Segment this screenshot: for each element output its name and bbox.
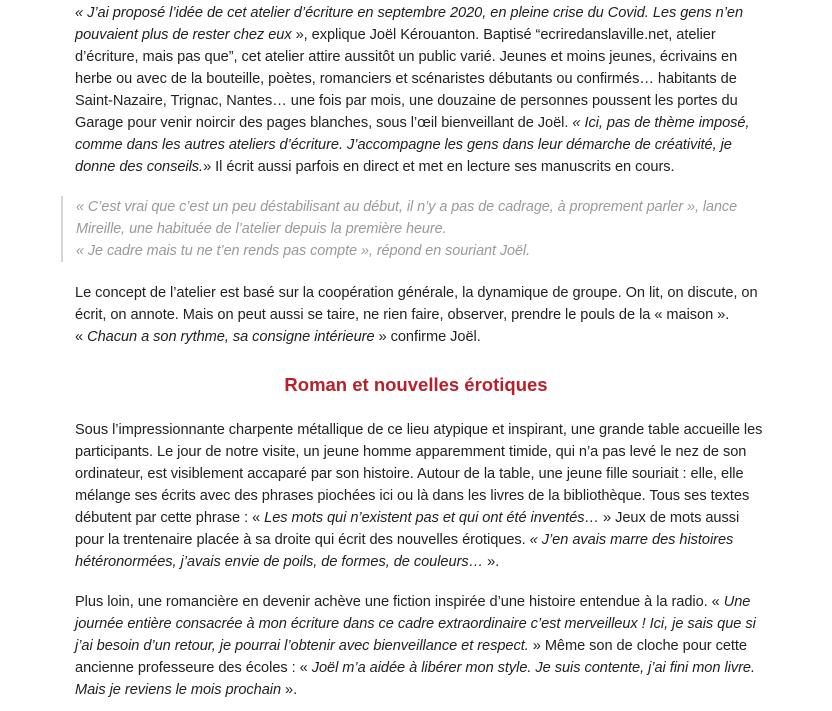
section-heading: Roman et nouvelles érotiques — [284, 374, 548, 395]
blockquote — [61, 196, 776, 262]
quote-teacher: Joël m’a aidée à libérer mon style. Je suis contente, j’ai fini mon livre. Mais je reviens le mois prochain — [75, 660, 755, 698]
paragraph-text: » Jeux de mots aussi pour la trentenaire placée à sa droite qui écrit des nouvelles érotiques. — [75, 510, 740, 548]
quote-trentenaire: « J’en avais marre des histoires hétéronormées, j’avais envie de poils, de formes, de couleurs… — [75, 532, 734, 570]
paragraph-text: « — [75, 329, 88, 345]
quote-joel-3: Chacun a son rythme, sa consigne intérieure — [87, 329, 375, 345]
quote-joel-reply: « Je cadre mais tu ne t’en rends pas compte », répond en souriant Joël. — [76, 243, 531, 259]
paragraph-text: Plus loin, une romancière en devenir achève une fiction inspirée d’une histoire entendue à la radio. « — [75, 594, 724, 610]
paragraph-novelist — [75, 591, 770, 701]
quote-joel-1: « J’ai proposé l’idée de cet atelier d’écriture en septembre 2020, en pleine crise du Covid. Les gens n’en pouvaient plus de rester chez eux — [75, 5, 744, 43]
paragraph-text: Sous l’impressionnante charpente métallique de ce lieu atypique et inspirant, une grande table accueille les participants. Le jour de notre visite, un jeune homme apparemment timide, qui n’a pas levé le nez de son ordinateur, est visiblement accaparé par son histoire. Autour de la table, une jeune fille souriait : elle, elle mélange ses écrits avec des phrases piochées ici ou là dans les livres de la bibliothèque. Tous ses textes débutent par cette phrase : « — [75, 422, 763, 526]
paragraph-text: » confirme Joël. — [374, 329, 481, 345]
paragraph-text: ». — [281, 682, 298, 698]
paragraph-text: », explique Joël Kérouanton. Baptisé “ecriredanslaville.net, atelier d’écriture, mais pas que”, cet atelier attire aussitôt un public varié. Jeunes et moins jeunes, écrivains en herbe ou avec de la bouteille, poètes, romanciers et scénaristes débutants ou confirmés… habitants de Saint-Nazaire, Trignac, Nantes… une fois par mois, une douzaine de personnes poussent les portes du Garage pour venir noircir des pages blanches, sous l’œil bienveillant de Joël. — [75, 27, 738, 131]
paragraph-table — [75, 419, 770, 573]
quote-joel-2: « Ici, pas de thème imposé, comme dans les autres ateliers d’écriture. J’accompagne les gens dans leur démarche de créativité, je donne des conseils. — [75, 115, 750, 175]
quote-novelist: Une journée entière consacrée à mon écriture dans ce cadre extraordinaire c’est merveilleux ! Ici, je sais que si j’ai besoin d’un retour, je pourrai l’obtenir avec bienveillance et respect. — [75, 594, 756, 654]
paragraph-text: » Il écrit aussi parfois en direct et met en lecture ses manuscrits en cours. — [203, 159, 675, 175]
paragraph-text: » Même son de cloche pour cette ancienne professeure des écoles : « — [75, 638, 747, 676]
paragraph-text: Le concept de l’atelier est basé sur la coopération générale, la dynamique de groupe. On lit, on discute, on écrit, on annote. Mais on peut aussi se taire, ne rien faire, observer, prendre le pouls de la « maison ». — [75, 285, 758, 323]
quote-mireille: « C’est vrai que c’est un peu déstabilisant au début, il n’y a pas de cadrage, à proprement parler », lance Mireille, une habituée de l’atelier depuis la première heure. — [76, 199, 738, 237]
paragraph-intro — [75, 2, 770, 178]
quote-young-girl: Les mots qui n’existent pas et qui ont été inventés… — [264, 510, 600, 526]
paragraph-text: ». — [483, 554, 500, 570]
paragraph-concept — [75, 282, 770, 348]
